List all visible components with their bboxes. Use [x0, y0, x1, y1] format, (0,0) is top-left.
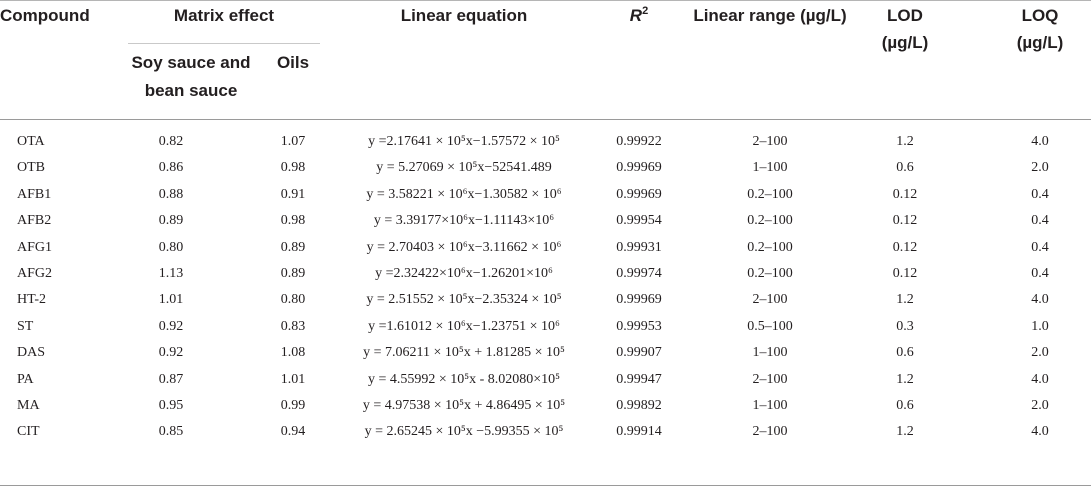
cell-loq: 4.0 [1031, 292, 1049, 308]
cell-oils-matrix-effect: 0.89 [280, 266, 306, 281]
table-row [0, 367, 1091, 393]
cell-loq: 4.0 [1031, 424, 1049, 440]
cell-linear-range: 2–100 [752, 292, 788, 308]
cell-linear-equation: y = 4.97538 × 10⁵x + 4.86495 × 10⁵ [362, 398, 566, 413]
cell-soy-sauce-matrix-effect: 0.95 [158, 398, 184, 413]
cell-loq: 2.0 [1031, 345, 1049, 361]
cell-linear-range: 0.5–100 [747, 318, 793, 334]
cell-soy-sauce-matrix-effect: 0.92 [158, 318, 184, 334]
cell-lod: 1.2 [896, 371, 914, 387]
cell-linear-equation: y = 7.06211 × 10⁵x + 1.81285 × 10⁵ [363, 345, 565, 361]
table-row [0, 208, 1091, 234]
cell-linear-equation: y = 5.27069 × 10⁵x−52541.489 [376, 160, 552, 176]
cell-soy-sauce-matrix-effect: 0.89 [158, 213, 184, 229]
cell-loq: 0.4 [1031, 266, 1049, 281]
cell-linear-range: 0.2–100 [747, 266, 793, 281]
cell-lod: 0.12 [892, 186, 918, 202]
cell-soy-sauce-matrix-effect: 1.13 [158, 266, 184, 281]
cell-soy-sauce-matrix-effect: 0.80 [158, 239, 184, 255]
cell-soy-sauce-matrix-effect: 0.92 [158, 345, 184, 361]
header-linear-range: Linear range (µg/L) [693, 6, 847, 25]
r-squared-exponent: 2 [642, 5, 649, 17]
table-row [0, 393, 1091, 419]
cell-compound: OTB [17, 160, 45, 176]
cell-linear-range: 0.2–100 [747, 239, 793, 255]
cell-lod: 0.6 [896, 345, 914, 361]
cell-linear-equation: y =1.61012 × 10⁶x−1.23751 × 10⁶ [368, 318, 560, 334]
header-lod-line2: (µg/L) [881, 33, 929, 52]
cell-soy-sauce-matrix-effect: 0.85 [158, 424, 184, 440]
header-loq-line2: (µg/L) [1016, 33, 1064, 52]
table-bottom-rule [0, 485, 1091, 486]
cell-linear-equation: y = 3.58221 × 10⁶x−1.30582 × 10⁶ [366, 186, 562, 202]
cell-r-squared: 0.99907 [616, 345, 662, 361]
cell-linear-range: 0.2–100 [747, 213, 793, 229]
cell-soy-sauce-matrix-effect: 1.01 [158, 292, 184, 308]
cell-oils-matrix-effect: 1.01 [280, 371, 306, 387]
cell-r-squared: 0.99892 [616, 398, 662, 413]
cell-r-squared: 0.99931 [616, 239, 662, 255]
table-row [0, 129, 1091, 155]
cell-linear-range: 0.2–100 [747, 186, 793, 202]
cell-loq: 4.0 [1031, 134, 1049, 149]
cell-compound: AFG1 [17, 239, 53, 255]
cell-soy-sauce-matrix-effect: 0.82 [158, 134, 184, 149]
cell-loq: 2.0 [1031, 160, 1049, 176]
cell-linear-range: 1–100 [752, 160, 788, 176]
table-row [0, 155, 1091, 181]
cell-r-squared: 0.99914 [616, 424, 662, 440]
cell-oils-matrix-effect: 0.80 [280, 292, 306, 308]
cell-linear-equation: y = 2.70403 × 10⁶x−3.11662 × 10⁶ [366, 239, 562, 255]
table-row [0, 261, 1091, 287]
cell-compound: HT-2 [17, 292, 47, 308]
cell-lod: 0.6 [896, 160, 914, 176]
cell-oils-matrix-effect: 1.07 [280, 134, 306, 149]
cell-compound: AFB1 [17, 186, 52, 202]
header-soy-sauce-line1: Soy sauce and [131, 53, 251, 72]
cell-r-squared: 0.99954 [616, 213, 662, 229]
cell-lod: 1.2 [896, 134, 914, 149]
cell-linear-equation: y = 2.65245 × 10⁵x −5.99355 × 10⁵ [364, 424, 564, 440]
cell-oils-matrix-effect: 0.89 [280, 239, 306, 255]
cell-compound: ST [17, 318, 34, 334]
cell-linear-range: 1–100 [752, 398, 788, 413]
cell-compound: CIT [17, 424, 40, 440]
cell-compound: AFG2 [17, 266, 53, 281]
cell-compound: PA [17, 371, 34, 387]
header-linear-equation: Linear equation [400, 6, 528, 25]
cell-soy-sauce-matrix-effect: 0.86 [158, 160, 184, 176]
table-top-rule [0, 0, 1091, 1]
header-compound: Compound [0, 6, 90, 25]
cell-compound: MA [17, 398, 40, 413]
table-row [0, 314, 1091, 340]
cell-r-squared: 0.99969 [616, 186, 662, 202]
table-row [0, 340, 1091, 366]
cell-r-squared: 0.99922 [616, 134, 662, 149]
cell-lod: 0.6 [896, 398, 914, 413]
cell-lod: 1.2 [896, 424, 914, 440]
header-matrix-effect: Matrix effect [173, 6, 275, 25]
cell-loq: 1.0 [1031, 318, 1049, 334]
cell-r-squared: 0.99969 [616, 292, 662, 308]
cell-linear-equation: y = 3.39177×10⁶x−1.11143×10⁶ [373, 213, 555, 229]
r-squared-base: R [629, 6, 643, 25]
cell-lod: 1.2 [896, 292, 914, 308]
cell-oils-matrix-effect: 0.98 [280, 160, 306, 176]
cell-loq: 0.4 [1031, 239, 1049, 255]
cell-linear-equation: y = 2.51552 × 10⁵x−2.35324 × 10⁵ [366, 292, 562, 308]
cell-linear-equation: y =2.32422×10⁶x−1.26201×10⁶ [375, 266, 553, 281]
cell-linear-range: 2–100 [752, 134, 788, 149]
cell-loq: 4.0 [1031, 371, 1049, 387]
cell-loq: 0.4 [1031, 213, 1049, 229]
cell-linear-range: 1–100 [752, 345, 788, 361]
cell-linear-range: 2–100 [752, 424, 788, 440]
header-loq-line1: LOQ [1021, 6, 1059, 25]
matrix-effect-span-rule [128, 43, 320, 44]
header-lod-line1: LOD [887, 6, 923, 25]
table-row [0, 287, 1091, 313]
cell-lod: 0.12 [892, 239, 918, 255]
cell-r-squared: 0.99969 [616, 160, 662, 176]
cell-oils-matrix-effect: 1.08 [280, 345, 306, 361]
header-oils: Oils [276, 53, 310, 72]
cell-lod: 0.3 [896, 318, 914, 334]
cell-compound: DAS [17, 345, 46, 361]
cell-linear-equation: y =2.17641 × 10⁵x−1.57572 × 10⁵ [368, 134, 560, 149]
cell-soy-sauce-matrix-effect: 0.87 [158, 371, 184, 387]
cell-loq: 2.0 [1031, 398, 1049, 413]
cell-oils-matrix-effect: 0.91 [280, 186, 306, 202]
cell-lod: 0.12 [892, 213, 918, 229]
cell-oils-matrix-effect: 0.98 [280, 213, 306, 229]
header-bottom-rule [0, 119, 1091, 120]
table-row [0, 419, 1091, 445]
cell-loq: 0.4 [1031, 186, 1049, 202]
header-r-squared [594, 3, 684, 29]
cell-linear-range: 2–100 [752, 371, 788, 387]
table-row [0, 235, 1091, 261]
cell-r-squared: 0.99947 [616, 371, 662, 387]
cell-oils-matrix-effect: 0.99 [280, 398, 306, 413]
cell-compound: OTA [17, 134, 45, 149]
cell-oils-matrix-effect: 0.83 [280, 318, 306, 334]
cell-oils-matrix-effect: 0.94 [280, 424, 306, 440]
cell-compound: AFB2 [17, 213, 52, 229]
cell-r-squared: 0.99953 [616, 318, 662, 334]
header-soy-sauce-line2: bean sauce [144, 81, 238, 100]
cell-linear-equation: y = 4.55992 × 10⁵x - 8.02080×10⁵ [367, 371, 561, 387]
cell-soy-sauce-matrix-effect: 0.88 [158, 186, 184, 202]
cell-lod: 0.12 [892, 266, 918, 281]
cell-r-squared: 0.99974 [616, 266, 662, 281]
table-row [0, 182, 1091, 208]
